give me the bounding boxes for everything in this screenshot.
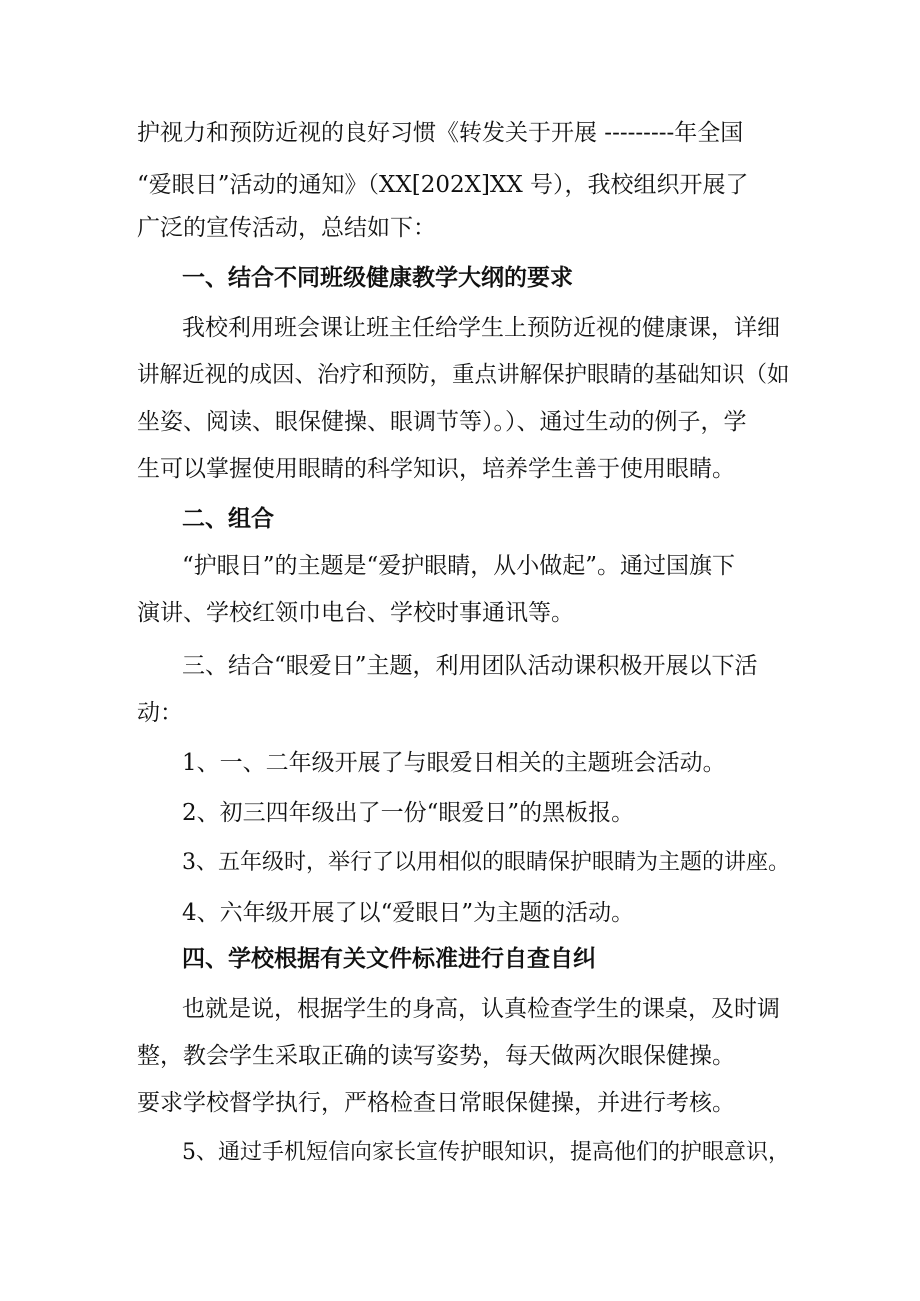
section-heading: 三、结合“眼爱日”主题，利用团队活动课积极开展以下活 (182, 653, 758, 679)
text-line: “爱眼日”活动的通知》（XX[202X]XX 号），我校组织开展了 (137, 172, 749, 198)
list-item: 2、初三四年级出了一份“眼爱日”的黑板报。 (182, 800, 635, 826)
list-item: 3、五年级时，举行了以用相似的眼睛保护眼睛为主题的讲座。 (182, 850, 790, 875)
text-line: 讲解近视的成因、治疗和预防，重点讲解保护眼睛的基础知识（如 (137, 362, 790, 388)
section-heading: 四、学校根据有关文件标准进行自查自纠 (182, 946, 596, 972)
section-heading: 二、组合 (182, 506, 274, 532)
text-line: 也就是说，根据学生的身高，认真检查学生的课桌，及时调 (182, 996, 780, 1022)
text-line: 坐姿、阅读、眼保健操、眼调节等）。）、通过生动的例子，学 (137, 409, 747, 435)
list-item: 4、六年级开展了以“爱眼日”为主题的活动。 (182, 900, 635, 926)
text-line: 护视力和预防近视的良好习惯《转发关于开展 ---------年全国 (137, 120, 744, 146)
text-line: “护眼日”的主题是“爱护眼睛，从小做起”。通过国旗下 (182, 553, 736, 579)
list-item: 5、通过手机短信向家长宣传护眼知识，提高他们的护眼意识， (182, 1140, 790, 1165)
list-item: 1、一、二年级开展了与眼爱日相关的主题班会活动。 (182, 750, 726, 776)
text-line: 整，教会学生采取正确的读写姿势，每天做两次眼保健操。 (137, 1043, 735, 1069)
text-line: 演讲、学校红领巾电台、学校时事通讯等。 (137, 600, 574, 626)
text-line: 广泛的宣传活动，总结如下： (137, 215, 436, 241)
section-heading: 一、结合不同班级健康教学大纲的要求 (182, 265, 573, 291)
text-line: 生可以掌握使用眼睛的科学知识，培养学生善于使用眼睛。 (137, 456, 735, 482)
text-line: 要求学校督学执行，严格检查日常眼保健操，并进行考核。 (137, 1090, 735, 1116)
text-line: 我校利用班会课让班主任给学生上预防近视的健康课，详细 (182, 315, 780, 341)
text-line: 动： (137, 700, 183, 726)
